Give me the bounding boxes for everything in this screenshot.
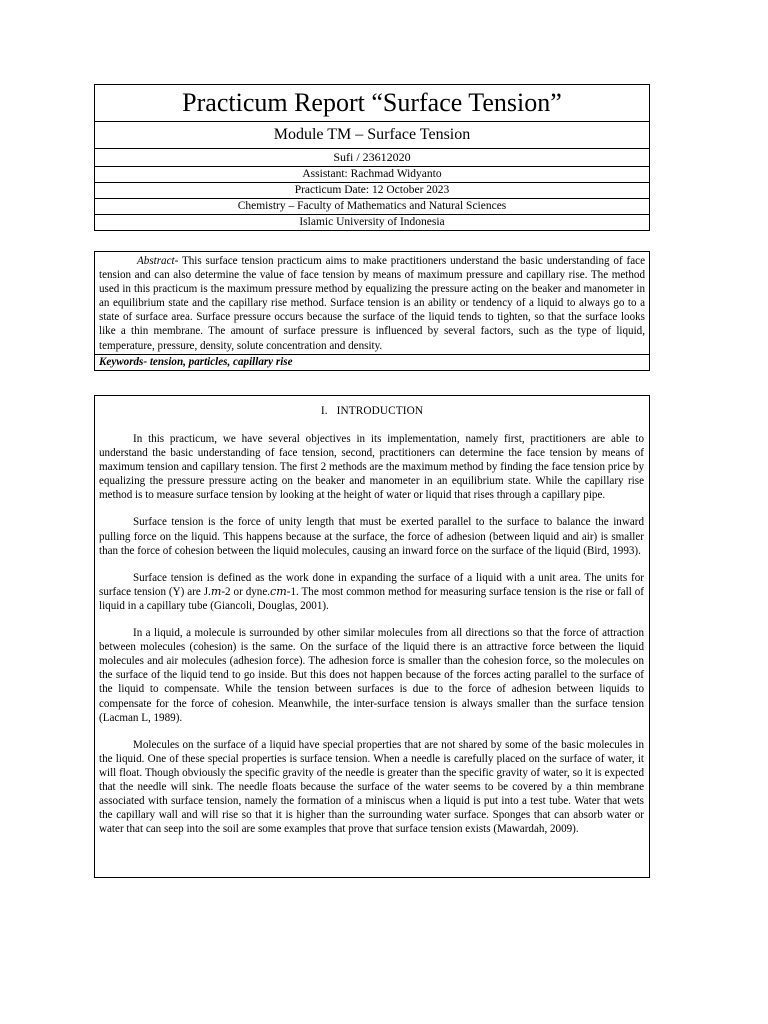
report-title: Practicum Report “Surface Tension”	[95, 85, 649, 122]
section-title: INTRODUCTION	[336, 405, 424, 417]
keywords: Keywords- tension, particles, capillary rise	[95, 354, 649, 370]
university-name: Islamic University of Indonesia	[299, 216, 445, 228]
report-header-table	[94, 84, 650, 231]
practicum-date: Practicum Date: 12 October 2023	[95, 183, 649, 199]
introduction-section	[94, 395, 650, 878]
faculty-name: Chemistry – Faculty of Mathematics and Natural Sciences	[95, 199, 649, 215]
author-id: Sufi / 23612020	[95, 149, 649, 167]
module-name: Module TM – Surface Tension	[95, 122, 649, 149]
intro-paragraph-5: Molecules on the surface of a liquid have special properties that are not shared by some of the basic molecules in the liquid. One of these special properties is surface tension. When a needle is carefully placed on the surface of water, it will float. Though obviously the specific gravity of the needle is greater than the specific gravity of water, so it is expected that the needle will sink. The needle floats because the surface of the water seems to be covered by a thin membrane associated with surface tension, namely the formation of a miniscus when a liquid is put into a test tube. Water that wets the capillary wall and will rise so that it is higher than the surrounding water surface. Sponges that can absorb water or water that can seep into the soil are some examples that prove that surface tension exists (Mawardah, 2009).	[99, 738, 644, 836]
section-heading	[95, 405, 649, 417]
intro-paragraph-2: Surface tension is the force of unity length that must be exerted parallel to the surface to balance the inward pulling force on the liquid. This happens because at the surface, the force of adhesion (between liquid and air) is smaller than the force of cohesion between the liquid molecules, causing an inward force on the surface of the liquid (Bird, 1993).	[99, 516, 644, 557]
abstract-section	[94, 251, 650, 371]
abstract-body: This surface tension practicum aims to make practitioners understand the basic understanding of face tension and can also determine the value of face tension by means of maximum pressure and capillary rise. The method used in this practicum is the maximum pressure method by equalizing the pressure acting on the beaker and manometer in an equilibrium state and the capillary rise method. Surface tension is an ability or tendency of a liquid to always go to a state of surface area. Surface pressure occurs because the surface of the liquid tends to tighten, so that the surface looks like a thin membrane. The amount of surface pressure is influenced by several factors, such as the type of liquid, temperature, pressure, density, solute concentration and density.	[99, 255, 645, 352]
intro-paragraph-3: Surface tension is defined as the work done in expanding the surface of a liquid with a unit area. The units for surface tension (Y) are J.𝑚-2 or dyne.𝑐𝑚-1. The most common method for measuring surface tension is the rise or fall of liquid in a capillary tube (Giancoli, Douglas, 2001).	[99, 571, 644, 612]
assistant-name: Assistant: Rachmad Widyanto	[95, 167, 649, 183]
section-number: I.	[320, 405, 328, 417]
intro-paragraph-4: In a liquid, a molecule is surrounded by other similar molecules from all directions so that the force of attraction between molecules (cohesion) is the same. On the surface of the liquid there is an attractive force between the liquid molecules and air molecules (adhesion force). The adhesion force is smaller than the cohesion force, so the molecules on the surface of the liquid tend to go inside. But this does not happen because of the forces acting parallel to the surface of the liquid to compensate. While the tension between surfaces is due to the force of adhesion between liquids to compensate for the force of cohesion. Meanwhile, the inter-surface tension is always smaller than the surface tension (Lacman L, 1989).	[99, 627, 644, 724]
abstract-paragraph	[95, 252, 649, 354]
intro-paragraph-1: In this practicum, we have several objectives in its implementation, namely first, practitioners are able to understand the basic understanding of face tension, second, practitioners can determine the face tension by means of maximum tension and capillary tension. The first 2 methods are the maximum method by finding the face tension price by equalizing the pressure pressure acting on the beaker and manometer in an equilibrium state. While the capillary rise method is to measure surface tension by looking at the height of water or liquid that rises through a capillary pipe.	[99, 433, 644, 502]
abstract-label: Abstract-	[137, 255, 179, 267]
